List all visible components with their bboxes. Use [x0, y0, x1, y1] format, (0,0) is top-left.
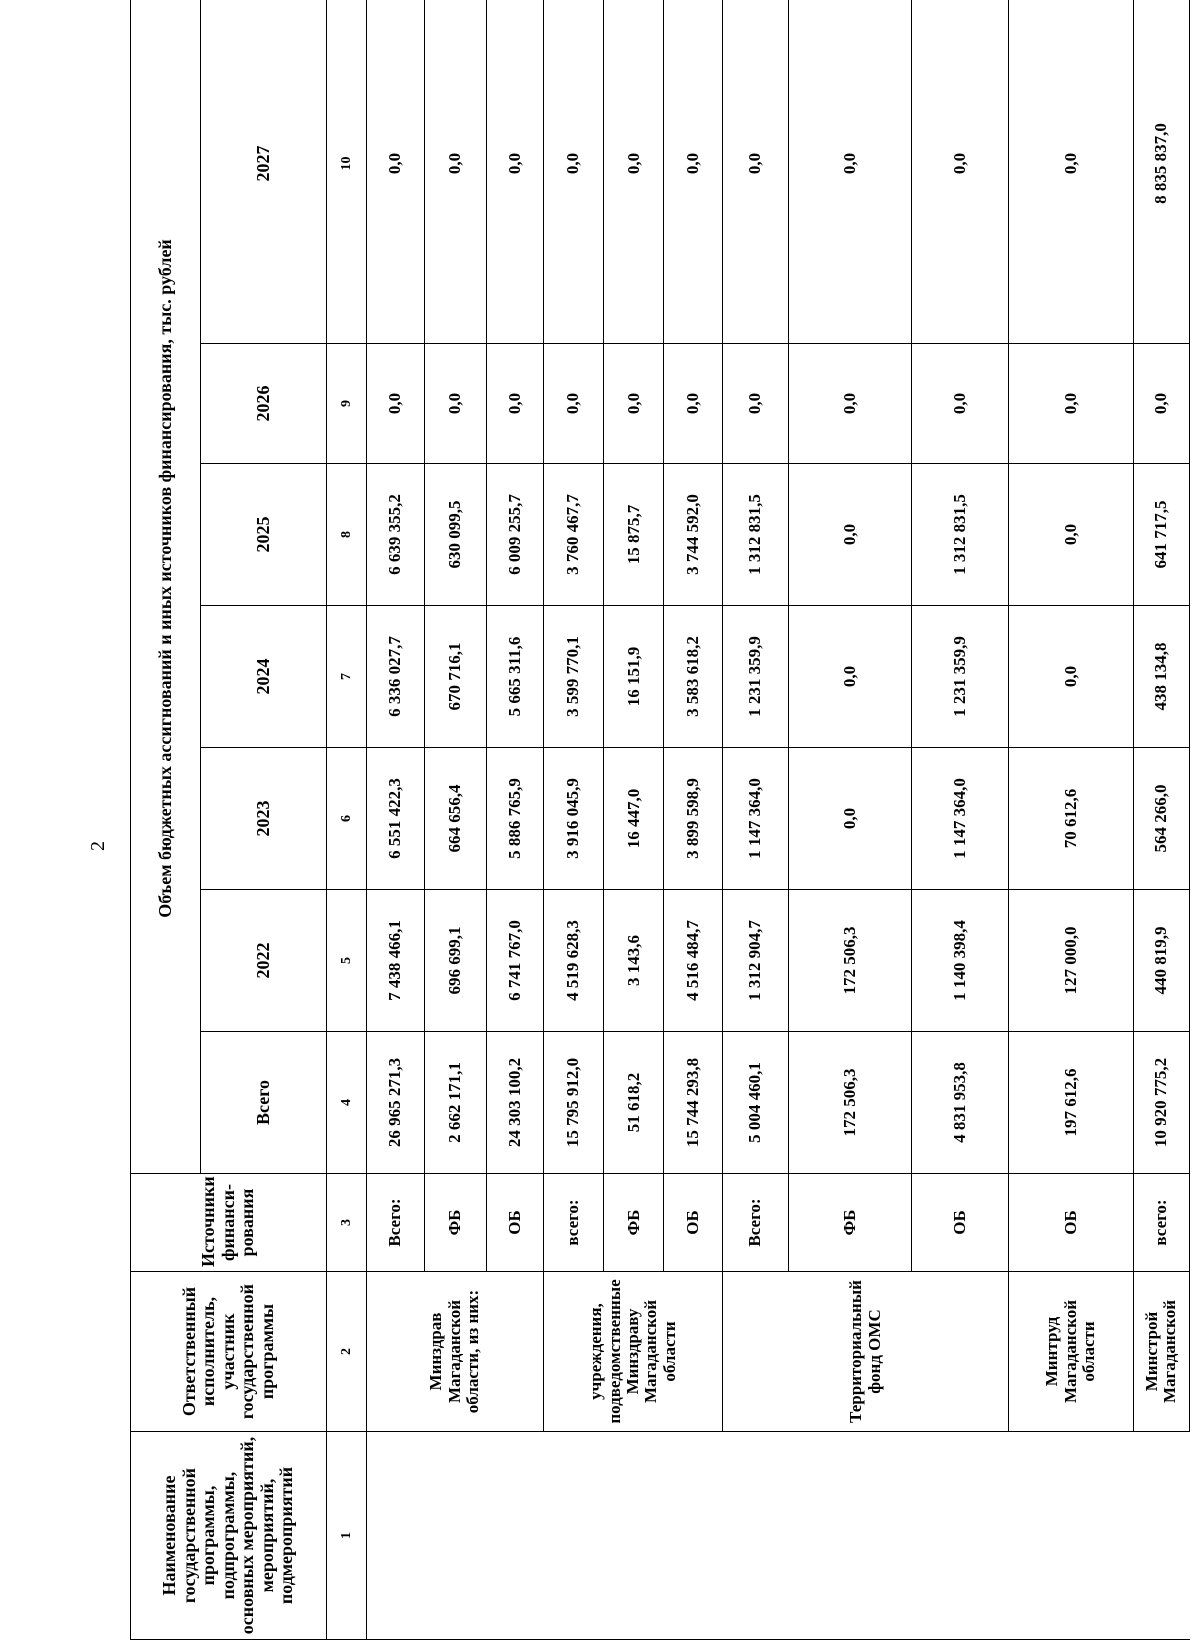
value-2027: 0,0: [424, 0, 486, 344]
header-year-2023: 2023: [200, 748, 326, 890]
value-2025: 15 875,7: [604, 464, 663, 606]
column-number-row: [326, 0, 366, 1640]
header-funding-volume: Объем бюджетных ассигнований и иных источников финансирования, тыс. рублей: [131, 0, 201, 1174]
value-2022: 7 438 466,1: [366, 890, 424, 1032]
table-row: [543, 0, 604, 1640]
value-2026: 0,0: [424, 344, 486, 464]
funding-source-cell: Всего:: [366, 1174, 424, 1272]
value-2023: 1 147 364,0: [912, 748, 1009, 890]
value-2026: 0,0: [486, 344, 543, 464]
value-2023: 1 147 364,0: [723, 748, 788, 890]
table-row: [1009, 0, 1134, 1640]
column-number: 1: [326, 1432, 366, 1640]
value-2022: 3 143,6: [604, 890, 663, 1032]
executor-cell: Территориальный фонд ОМС: [723, 1272, 1009, 1432]
header-funding-source: Источники финанси-рования: [131, 1174, 327, 1272]
value-2024: 670 716,1: [424, 606, 486, 748]
header-executor: Ответственный исполнитель, участник государственной программы: [131, 1272, 327, 1432]
value-total: 15 795 912,0: [543, 1032, 604, 1174]
value-2022: 440 819,9: [1133, 890, 1189, 1032]
value-2025: 3 744 592,0: [663, 464, 722, 606]
value-2025: 6 009 255,7: [486, 464, 543, 606]
value-total: 4 831 953,8: [912, 1032, 1009, 1174]
value-2023: 564 266,0: [1133, 748, 1189, 890]
executor-cell: Минстрой Магаданской: [1133, 1272, 1189, 1432]
value-2022: 6 741 767,0: [486, 890, 543, 1032]
header-program-name: Наименование государственной программы, подпрограммы, основных мероприятий, мероприятий, подмероприятий: [131, 1432, 327, 1640]
value-2027: 0,0: [663, 0, 722, 344]
value-2022: 172 506,3: [788, 890, 912, 1032]
value-total: 24 303 100,2: [486, 1032, 543, 1174]
header-year-2024: 2024: [200, 606, 326, 748]
column-number: 4: [326, 1032, 366, 1174]
value-2024: 3 583 618,2: [663, 606, 722, 748]
value-2026: 0,0: [723, 344, 788, 464]
header-year-2026: 2026: [200, 344, 326, 464]
value-2025: 630 099,5: [424, 464, 486, 606]
table-row: [1133, 0, 1189, 1640]
value-2024: 6 336 027,7: [366, 606, 424, 748]
funding-source-cell: Всего:: [723, 1174, 788, 1272]
value-2022: 696 699,1: [424, 890, 486, 1032]
value-2023: 16 447,0: [604, 748, 663, 890]
funding-source-cell: всего:: [1133, 1174, 1189, 1272]
funding-source-cell: ФБ: [424, 1174, 486, 1272]
column-number: 7: [326, 606, 366, 748]
value-2027: 0,0: [723, 0, 788, 344]
value-2026: 0,0: [1133, 344, 1189, 464]
value-2022: 4 519 628,3: [543, 890, 604, 1032]
column-number: 9: [326, 344, 366, 464]
column-number: 6: [326, 748, 366, 890]
value-2027: 0,0: [788, 0, 912, 344]
value-2025: 1 312 831,5: [723, 464, 788, 606]
page-number: 2: [87, 841, 109, 851]
executor-cell: Минздрав Магаданской области, из них:: [366, 1272, 543, 1432]
value-2022: 4 516 484,7: [663, 890, 722, 1032]
value-2026: 0,0: [912, 344, 1009, 464]
executor-cell: учреждения, подведомственные Минздраву Магаданской области: [543, 1272, 723, 1432]
funding-source-cell: ОБ: [912, 1174, 1009, 1272]
funding-source-cell: ОБ: [1009, 1174, 1134, 1272]
value-2025: 0,0: [1009, 464, 1134, 606]
value-2026: 0,0: [788, 344, 912, 464]
executor-cell: Минтруд Магаданской области: [1009, 1272, 1134, 1432]
value-2027: 0,0: [604, 0, 663, 344]
value-2026: 0,0: [543, 344, 604, 464]
funding-source-cell: ОБ: [663, 1174, 722, 1272]
header-total: Всего: [200, 1032, 326, 1174]
value-2025: 6 639 355,2: [366, 464, 424, 606]
column-number: 3: [326, 1174, 366, 1272]
value-2024: 3 599 770,1: [543, 606, 604, 748]
value-2027: 0,0: [543, 0, 604, 344]
header-year-2025: 2025: [200, 464, 326, 606]
value-2023: 5 886 765,9: [486, 748, 543, 890]
header-row-1: [131, 0, 201, 1640]
table-row: [366, 0, 424, 1640]
value-2027: 8 835 837,0: [1133, 0, 1189, 344]
value-2023: 3 899 598,9: [663, 748, 722, 890]
value-total: 51 618,2: [604, 1032, 663, 1174]
value-2025: 3 760 467,7: [543, 464, 604, 606]
value-2025: 1 312 831,5: [912, 464, 1009, 606]
funding-source-cell: всего:: [543, 1174, 604, 1272]
value-2025: 0,0: [788, 464, 912, 606]
header-year-2022: 2022: [200, 890, 326, 1032]
funding-source-cell: ОБ: [486, 1174, 543, 1272]
value-2024: 16 151,9: [604, 606, 663, 748]
funding-source-cell: ФБ: [788, 1174, 912, 1272]
value-2023: 70 612,6: [1009, 748, 1134, 890]
table-row: [723, 0, 788, 1640]
column-number: 5: [326, 890, 366, 1032]
value-total: 26 965 271,3: [366, 1032, 424, 1174]
value-2026: 0,0: [1009, 344, 1134, 464]
value-2027: 0,0: [486, 0, 543, 344]
header-year-2027: 2027: [200, 0, 326, 344]
column-number: 8: [326, 464, 366, 606]
value-2023: 3 916 045,9: [543, 748, 604, 890]
value-2024: 0,0: [1009, 606, 1134, 748]
value-2026: 0,0: [604, 344, 663, 464]
value-2022: 127 000,0: [1009, 890, 1134, 1032]
value-2023: 0,0: [788, 748, 912, 890]
value-2022: 1 140 398,4: [912, 890, 1009, 1032]
column-number: 2: [326, 1272, 366, 1432]
column-number: 10: [326, 0, 366, 344]
value-total: 5 004 460,1: [723, 1032, 788, 1174]
value-total: 172 506,3: [788, 1032, 912, 1174]
value-total: 197 612,6: [1009, 1032, 1134, 1174]
value-total: 10 920 775,2: [1133, 1032, 1189, 1174]
value-2024: 5 665 311,6: [486, 606, 543, 748]
value-2024: 1 231 359,9: [723, 606, 788, 748]
value-2023: 664 656,4: [424, 748, 486, 890]
value-2022: 1 312 904,7: [723, 890, 788, 1032]
value-2026: 0,0: [663, 344, 722, 464]
value-total: 2 662 171,1: [424, 1032, 486, 1174]
value-total: 15 744 293,8: [663, 1032, 722, 1174]
value-2024: 1 231 359,9: [912, 606, 1009, 748]
value-2027: 0,0: [366, 0, 424, 344]
value-2024: 0,0: [788, 606, 912, 748]
funding-source-cell: ФБ: [604, 1174, 663, 1272]
value-2024: 438 134,8: [1133, 606, 1189, 748]
value-2027: 0,0: [1009, 0, 1134, 344]
funding-table: [130, 0, 1190, 1640]
value-2026: 0,0: [366, 344, 424, 464]
value-2027: 0,0: [912, 0, 1009, 344]
program-name-cell: [366, 1432, 1189, 1640]
value-2023: 6 551 422,3: [366, 748, 424, 890]
rotated-page-content: [130, 44, 1190, 1640]
value-2025: 641 717,5: [1133, 464, 1189, 606]
